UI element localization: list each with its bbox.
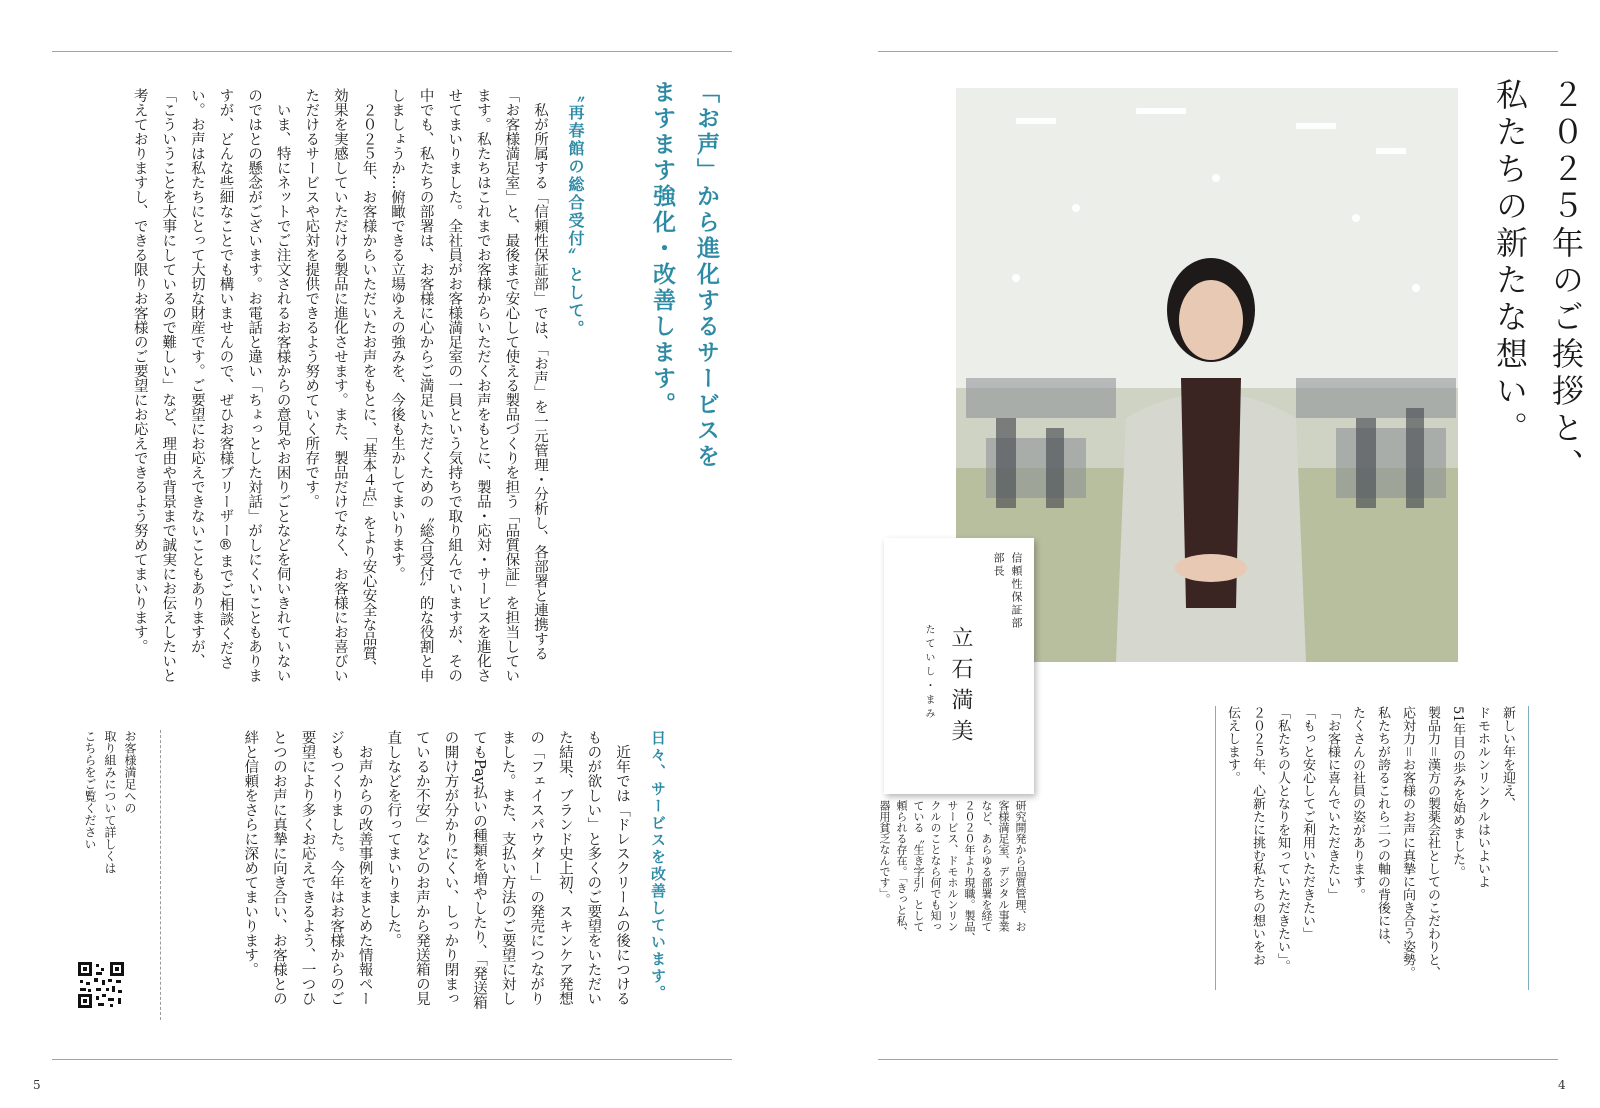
intro-left-rule (1215, 706, 1216, 990)
right-intro: 新しい年を迎え、 ドモホルンリンクルはいよいよ 51年目の歩みを始めました。 製品力＝漢方の製薬会社としてのこだわりと、 応対力＝お客様のお声に真摯に向き合う姿勢。 私たちが誇るこれら二つの軸の背後には、 たくさんの社員の姿があります。 「お客様に喜んでいただきたい」 「もっと安心してご利用いただきたい」 「私たちの人となりを知っていただきたい」。 ２０２５年、心新たに挑む私たちの想いをお 伝えします。 (1225, 706, 1515, 979)
profile-bio: 研究開発から品質管理、お 客様満足室、デジタル事業 など、あらゆる部署を経て ２０２０年より現職。製品、 サービス、ドモホルンリン クルのことなら何でも知っ ている〝生き字引〟として 頼られる存在。「きっと私、 器用貧乏なんです」。 (878, 800, 1027, 943)
right-headline: ２０２５年のご挨拶と、 私たちの新たな想い。 (1491, 78, 1585, 485)
profile-reading: たていし・まみ (923, 624, 934, 722)
page-number-right: 4 (1558, 1078, 1566, 1092)
top-rule-left (52, 51, 732, 52)
left-headline: 「お声」から進化するサービスを ますます強化・改善します。 (649, 80, 720, 470)
qr-divider (160, 730, 161, 1020)
bottom-rule-left (52, 1059, 732, 1060)
left-subhead: 〝再春館の総合受付〟として。 (566, 86, 585, 338)
bottom-rule-right (878, 1059, 1558, 1060)
profile-name: 立石満美 (948, 626, 973, 750)
qr-code-icon[interactable] (78, 962, 124, 1008)
top-rule-right (878, 51, 1558, 52)
page-number-left: 5 (33, 1078, 41, 1092)
profile-card (884, 538, 1034, 794)
left-subhead-2: 日々、サービスを改善しています。 (649, 730, 667, 1002)
qr-note: お客様満足への 取り組みについて詳しくは こちらをご覧ください (83, 730, 137, 874)
left-body-top: 私が所属する「信頼性保証部」では、「お声」を一元管理・分析し、各部署と連携する「お客様満足室」と、最後まで安心して使える製品づくりを担う「品質保証」を担当しています。私たちはこれまでお客様からいただくお声をもとに、製品・応対・サービスを進化させてまいりました。全社員がお客様満足室の一員という気持ちで取り組んでいますが、その中でも、私たちの部署は、お客様に心からご満足いただくための〝総合受付〟的な役割と申しましょうか…俯瞰できる立場ゆえの強みを、今後も生かしてまいります。 ２０２５年、お客様からいただいたお声をもとに、「基本４点」をより安心安全な品質、効果を実感していただける製品に進化させます。また、製品だけでなく、お客様にお喜びいただけるサービスや応対を提供できるよう努めていく所存です。 いま、特にネットでご注文されるお客様からの意見やお困りごとなどを伺いきれていないのではとの懸念がございます。お電話と違い「ちょっとした対話」がしにくいこともありますが、どんな些細なことでも構いませんので、ぜひお客様ブリーザー®までご相談ください。お声は私たちにとって大切な財産です。ご要望にお応えできないこともありますが、「こういうことを大事にしているので難しい」など、理由や背景まで誠実にお伝えしたいと考えておりますし、できる限りお客様のご要望にお応えできるよう努めてまいります。 (131, 88, 548, 683)
left-body-bottom: 近年では「ドレスクリームの後につけるものが欲しい」と多くのご要望をいただいた結果、ブランド史上初、スキンケア発想の「フェイスパウダー」の発売につながりました。また、支払い方法のご要望に対してもPay払いの種類を増やしたり、「発送箱の開け方が分かりにくい、しっかり閉まっているか不安」などのお声から発送箱の見直しなどを行ってまいりました。 お声からの改善事例をまとめた情報ページもつくりました。今年はお客様からのご要望により多くお応えできるよう、一つひとつのお声に真摯に向き合い、お客様との絆と信頼をさらに深めてまいります。 (242, 730, 630, 1010)
profile-title: 部長 (992, 552, 1005, 578)
intro-right-rule (1528, 706, 1529, 990)
profile-department: 信頼性保証部 (1010, 552, 1023, 630)
